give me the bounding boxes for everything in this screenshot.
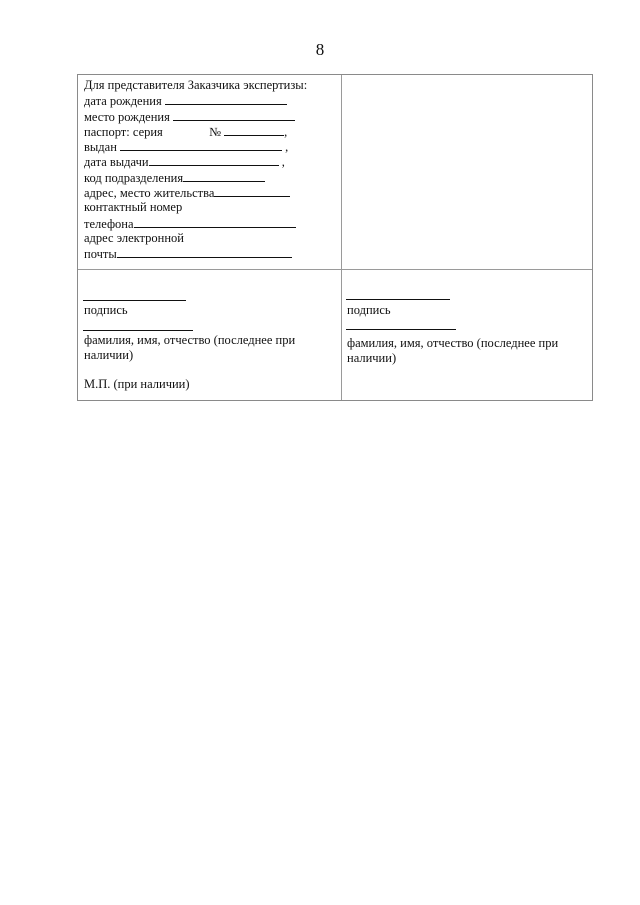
phone-label-2: телефона (84, 216, 134, 231)
left-signature-line[interactable] (83, 300, 186, 301)
address-row (84, 185, 334, 200)
email-row-2 (84, 246, 334, 261)
division-code-label: код подразделения (84, 170, 184, 185)
issue-date-label: дата выдачи (84, 155, 149, 170)
birth-place-label: место рождения (84, 109, 170, 124)
birth-date-field[interactable] (165, 93, 287, 105)
division-code-field[interactable] (183, 170, 265, 182)
birth-place-row (84, 109, 334, 124)
passport-number-field[interactable] (224, 124, 284, 136)
right-signature-label: подпись (347, 303, 391, 317)
email-field[interactable] (117, 246, 292, 258)
email-label-1: адрес электронной (84, 230, 184, 245)
issued-by-comma: , (285, 140, 289, 155)
column-divider (341, 75, 342, 400)
stamp-label: М.П. (при наличии) (84, 377, 190, 391)
issued-by-field[interactable] (120, 139, 282, 151)
passport-comma: , (284, 124, 288, 139)
representative-details (84, 78, 334, 262)
phone-label-1: контактный номер (84, 200, 183, 215)
page-number: 8 (315, 40, 325, 59)
email-row-1 (84, 231, 334, 246)
address-label: адрес, место жительства (84, 186, 215, 201)
row-divider (78, 269, 592, 270)
right-name-label: фамилия, имя, отчество (последнее при наличии) (347, 336, 559, 366)
division-code-row (84, 170, 334, 185)
phone-row-1 (84, 200, 334, 215)
phone-row-2 (84, 216, 334, 231)
email-label-2: почты (84, 247, 117, 262)
issue-date-field[interactable] (149, 154, 279, 166)
representative-heading (84, 78, 334, 93)
issue-date-row (84, 154, 334, 169)
left-signature-label: подпись (84, 303, 128, 317)
form-table (77, 74, 593, 401)
phone-field[interactable] (134, 216, 296, 228)
right-top-cell (348, 78, 588, 263)
issue-date-comma: , (281, 155, 285, 170)
birth-place-field[interactable] (173, 109, 295, 121)
representative-heading-text: Для представителя Заказчика экспертизы: (84, 78, 308, 92)
birth-date-label: дата рождения (84, 94, 162, 109)
address-field[interactable] (214, 185, 290, 197)
passport-row (84, 124, 334, 139)
right-signature-line[interactable] (346, 299, 450, 300)
birth-date-row (84, 93, 334, 108)
issued-by-row (84, 139, 334, 154)
issued-by-label: выдан (84, 140, 117, 155)
passport-number-sign: № (209, 124, 221, 139)
left-name-label: фамилия, имя, отчество (последнее при наличии) (84, 333, 296, 363)
passport-series-label: паспорт: серия (84, 124, 163, 139)
right-name-line[interactable] (346, 329, 456, 330)
left-name-line[interactable] (83, 330, 193, 331)
